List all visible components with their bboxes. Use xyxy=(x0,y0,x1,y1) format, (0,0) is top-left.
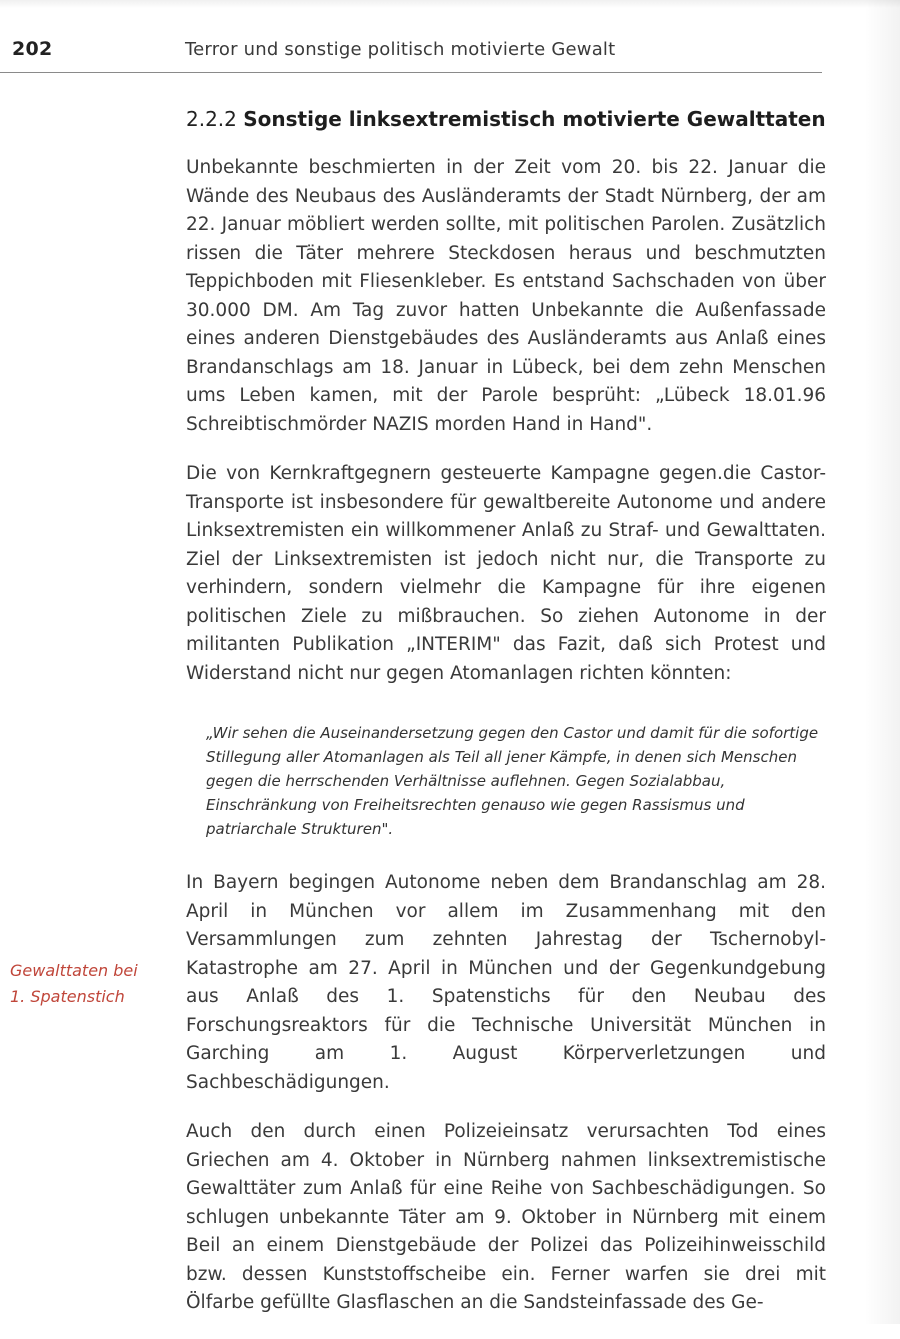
section-number: 2.2.2 xyxy=(186,107,237,131)
paragraph-4: Auch den durch einen Polizeieinsatz verursachten Tod eines Griechen am 4. Oktober in Nürnberg nahmen linksextremistische Gewalttäter zum Anlaß für eine Reihe von Sachbeschädigungen. So schlugen unbekannte Täter am 9. Oktober in Nürnberg mit einem Beil an einem Dienstgebäude der Polizei das Polizeihinweisschild bzw. dessen Kunststoffscheibe ein. Ferner warfen sie drei mit Ölfarbe gefüllte Glasflaschen an die Sandsteinfassade des Ge- xyxy=(186,1121,826,1313)
page-top-shadow xyxy=(0,0,900,8)
page-number: 202 xyxy=(12,38,53,60)
margin-note xyxy=(10,958,170,1010)
section-heading xyxy=(186,104,826,134)
paragraph-1: Unbekannte beschmierten in der Zeit vom 20. bis 22. Januar die Wände des Neubaus des Ausländeramts der Stadt Nürnberg, der am 22. Januar möbliert werden sollte, mit politischen Parolen. Zusätzlich rissen die Täter mehrere Steckdosen heraus und beschmutzten Teppichboden mit Fliesenkleber. Es entstand Sachschaden von über 30.000 DM. Am Tag zuvor hatten Unbekannte die Außenfassade eines anderen Dienstgebäudes des Ausländeramts aus Anlaß eines Brandanschlags am 18. Januar in Lübeck, bei dem zehn Menschen ums Leben kamen, mit der Parole besprüht: „Lübeck 18.01.96 Schreibtischmörder NAZIS morden Hand in Hand". xyxy=(186,157,826,435)
interim-quote: „Wir sehen die Auseinandersetzung gegen den Castor und damit für die sofortige Stillegung aller Atomanlagen als Teil all jener Kämpfe, in denen sich Menschen gegen die herrschenden Verhältnisse auflehnen. Gegen Sozialabbau, Einschränkung von Freiheitsrechten genauso wie gegen Rassismus und patriarchale Strukturen". xyxy=(206,724,819,838)
section-title: Sonstige linksextremistisch motivierte Gewalttaten xyxy=(243,107,826,131)
header-rule xyxy=(0,72,822,73)
running-header-title: Terror und sonstige politisch motivierte Gewalt xyxy=(185,39,616,60)
paragraph-3: In Bayern begingen Autonome neben dem Brandanschlag am 28. April in München vor allem im Zusammenhang mit den Versammlungen zum zehnten Jahrestag der Tschernobyl-Katastrophe am 27. April in München und der Gegenkundgebung aus Anlaß des 1. Spatenstichs für den Neubau des Forschungsreaktors für die Technische Universität München in Garching am 1. August Körperverletzungen und Sachbeschädigungen. xyxy=(186,872,826,1093)
paragraph-2: Die von Kernkraftgegnern gesteuerte Kampagne gegen.die Castor-Transporte ist insbesondere für gewaltbereite Autonome und andere Linksextremisten ein willkommener Anlaß zu Straf- und Gewalttaten. Ziel der Linksextremisten ist jedoch nicht nur, die Transporte zu verhindern, sondern vielmehr die Kampagne für ihre eigenen politischen Ziele zu mißbrauchen. So ziehen Autonome in der militanten Publikation „INTERIM" das Fazit, daß sich Protest und Widerstand nicht nur gegen Atomanlagen richten könnten: xyxy=(186,463,826,684)
margin-note-line-1: Gewalttaten bei xyxy=(10,961,138,980)
page-edge-shadow xyxy=(864,0,900,1324)
margin-note-line-2: 1. Spatenstich xyxy=(10,987,125,1006)
main-content xyxy=(186,104,826,1339)
